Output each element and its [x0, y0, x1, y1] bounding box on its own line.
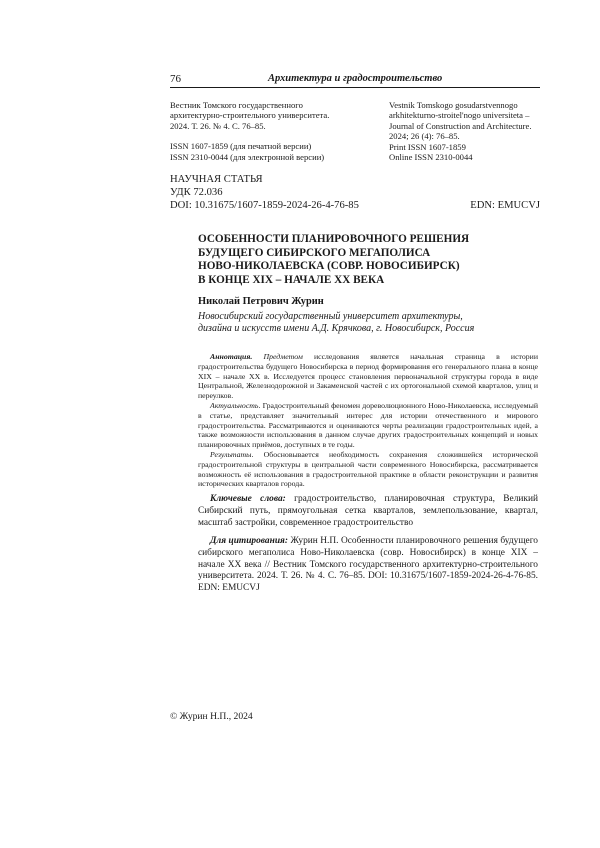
article-type: НАУЧНАЯ СТАТЬЯ [170, 174, 263, 185]
title-line: НОВО-НИКОЛАЕВСКА (СОВР. НОВОСИБИРСК) [198, 260, 460, 273]
journal-info-russian [170, 100, 375, 162]
issn-online: ISSN 2310-0044 (для электронной версии) [170, 151, 325, 162]
results-label: Результаты [210, 449, 252, 459]
keywords [198, 494, 538, 529]
abstract-label: Аннотация. [210, 352, 253, 361]
journal-line: архитектурно-строительного университета. [170, 110, 330, 121]
subject-text: исследования является начальная страница в истории градостроительства будущего Новосибирска в период формирования его генерального плана в конце XIX – начале XX в. Исследуется процесс становления первоначальной структуры города в виде Центральной, Железнодорожной и Закаменской частей с их ортогональной схемой кварталов, улиц и переулков. [198, 352, 539, 401]
article-title [198, 233, 518, 287]
author-name: Николай Петрович Журин [198, 296, 324, 307]
author-affiliation [198, 311, 528, 336]
journal-line: Journal of Construction and Architecture. [389, 120, 532, 131]
journal-info-english [389, 100, 549, 162]
journal-line: Вестник Томского государственного [170, 100, 303, 110]
abstract [198, 352, 538, 489]
relevance-label: Актуальность [210, 400, 259, 410]
journal-line: Vestnik Tomskogo gosudarstvennogo [389, 100, 518, 110]
issn-print: Print ISSN 1607-1859 [389, 141, 466, 152]
affiliation-line: Новосибирский государственный университет архитектуры, [198, 311, 463, 322]
article-meta [170, 173, 540, 212]
issn-block [170, 141, 375, 162]
keywords-text: градостроительство, планировочная структура, Великий Сибирский путь, прямоугольная сетка кварталов, землепользование, квартал, масштаб застройки, современное градостроительство [198, 494, 539, 528]
abstract-results [198, 450, 538, 489]
relevance-text: . Градостроительный феномен дореволюционного Ново-Николаевска, исследуемый в статье, представляет значительный интерес для истории отечественного и мирового градостроительства. Рассматриваются и оцениваются черты реализации градостроительных идей, а также возможности использования в данном случае других градостроительных концепций и новых планировочных приёмов, доступных в те годы. [198, 400, 538, 450]
title-line: БУДУЩЕГО СИБИРСКОГО МЕГАПОЛИСА [198, 246, 431, 259]
issn-online: Online ISSN 2310-0044 [389, 152, 473, 163]
citation-text: Журин Н.П. Особенности планировочного решения будущего сибирского мегаполиса Ново-Николаевска (совр. Новосибирск) в конце XIX – начале XX века // Вестник Томского государственного архитектурно-строительного университета. 2024. Т. 26. № 4. С. 76–85. DOI: 10.31675/1607-1859-2024-26-4-76-85. EDN: EMUCVJ [198, 536, 538, 594]
title-line: В КОНЦЕ XIX – НАЧАЛЕ XX ВЕКА [198, 273, 385, 286]
header-rule [170, 87, 540, 88]
journal-line: arkhitekturno-stroitel'nogo universiteta – [389, 110, 530, 121]
journal-line: 2024; 26 (4): 76–85. [389, 131, 460, 142]
copyright: © Журин Н.П., 2024 [170, 711, 253, 722]
abstract-relevance [198, 401, 538, 450]
subject-label: Предметом [263, 352, 303, 361]
udc-code: УДК 72.036 [170, 187, 223, 198]
edn-code: EDN: EMUCVJ [470, 200, 540, 211]
issn-print: ISSN 1607-1859 (для печатной версии) [170, 141, 312, 152]
results-text: . Обосновывается необходимость сохранения сложившейся исторической градостроительной структуры в центральной части современного Новосибирска, рассматривается возможность её использования в градостроительной практике в области реконструкции и развития исторических кварталов города. [198, 449, 538, 489]
title-line: ОСОБЕННОСТИ ПЛАНИРОВОЧНОГО РЕШЕНИЯ [198, 233, 470, 245]
citation-label: Для цитирования: [210, 536, 288, 546]
doi-row [170, 199, 540, 212]
citation [198, 536, 538, 595]
doi-link[interactable]: DOI: 10.31675/1607-1859-2024-26-4-76-85 [170, 200, 359, 211]
keywords-label: Ключевые слова: [210, 494, 286, 504]
affiliation-line: дизайна и искусств имени А.Д. Крячкова, г. Новосибирск, Россия [198, 323, 475, 335]
abstract-subject [198, 352, 538, 401]
journal-line: 2024. Т. 26. № 4. С. 76–85. [170, 120, 266, 131]
running-head: Архитектура и градостроительство [268, 73, 443, 84]
page-number: 76 [170, 73, 181, 85]
